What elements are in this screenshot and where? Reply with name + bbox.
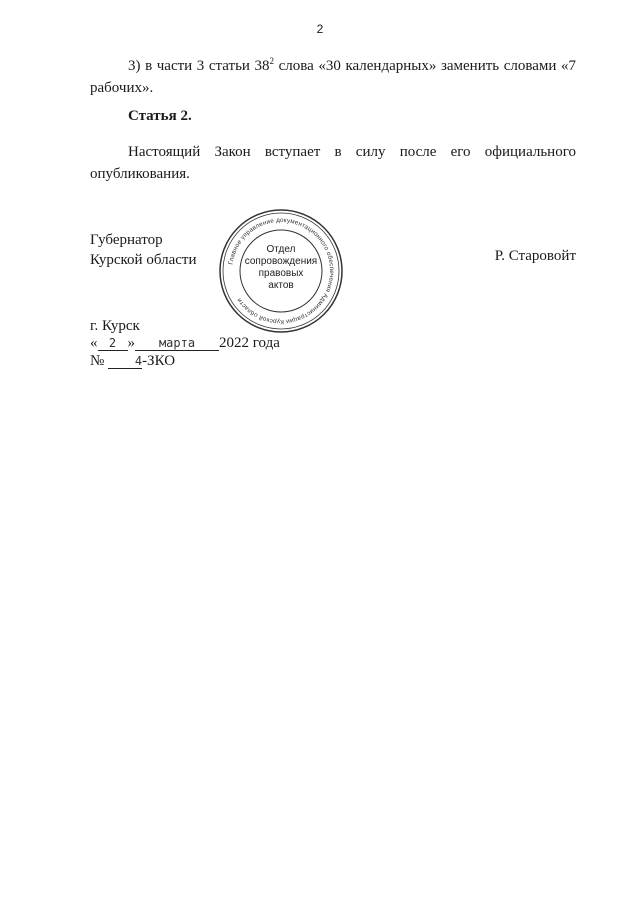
article-2-paragraph <box>90 141 576 185</box>
official-stamp <box>218 208 344 334</box>
clause-3-superscript: 2 <box>269 56 275 66</box>
article-2-heading: Статья 2. <box>128 108 192 124</box>
signer-position-line-1: Губернатор <box>90 232 163 248</box>
date-open-quote: « <box>90 335 98 351</box>
clause-3-text-before: 3) в части 3 статьи 38 <box>128 58 270 74</box>
signing-city: г. Курск <box>90 318 140 334</box>
signer-name: Р. Старовойт <box>494 248 576 264</box>
date-close-quote: » <box>127 335 135 351</box>
stamp-ring-text: Главное управление документационного обеспечения Администрации Курской области <box>227 216 336 326</box>
number-sign: № <box>90 353 105 369</box>
number-value: 4 <box>108 355 142 369</box>
page-number: 2 <box>316 22 324 36</box>
article-2-text: Настоящий Закон вступает в силу после его официального опубликования. <box>90 144 576 182</box>
stamp-center-text <box>218 244 344 292</box>
number-suffix: -ЗКО <box>142 353 176 369</box>
signer-position <box>90 230 196 270</box>
signer-position-line-2: Курской области <box>90 252 197 268</box>
stamp-line-2: сопровождения <box>244 256 318 267</box>
law-number <box>90 353 175 370</box>
signing-date <box>90 335 280 352</box>
stamp-line-1: Отдел <box>266 244 296 255</box>
stamp-line-4: актов <box>268 280 294 291</box>
clause-3-text-after: слова «30 календарных» заменить словами «7 рабочих». <box>90 58 576 96</box>
date-day: 2 <box>98 337 128 351</box>
stamp-line-3: правовых <box>258 268 304 279</box>
date-year: 2022 года <box>219 335 280 351</box>
clause-3-paragraph <box>90 55 576 99</box>
date-month: марта <box>135 337 219 351</box>
